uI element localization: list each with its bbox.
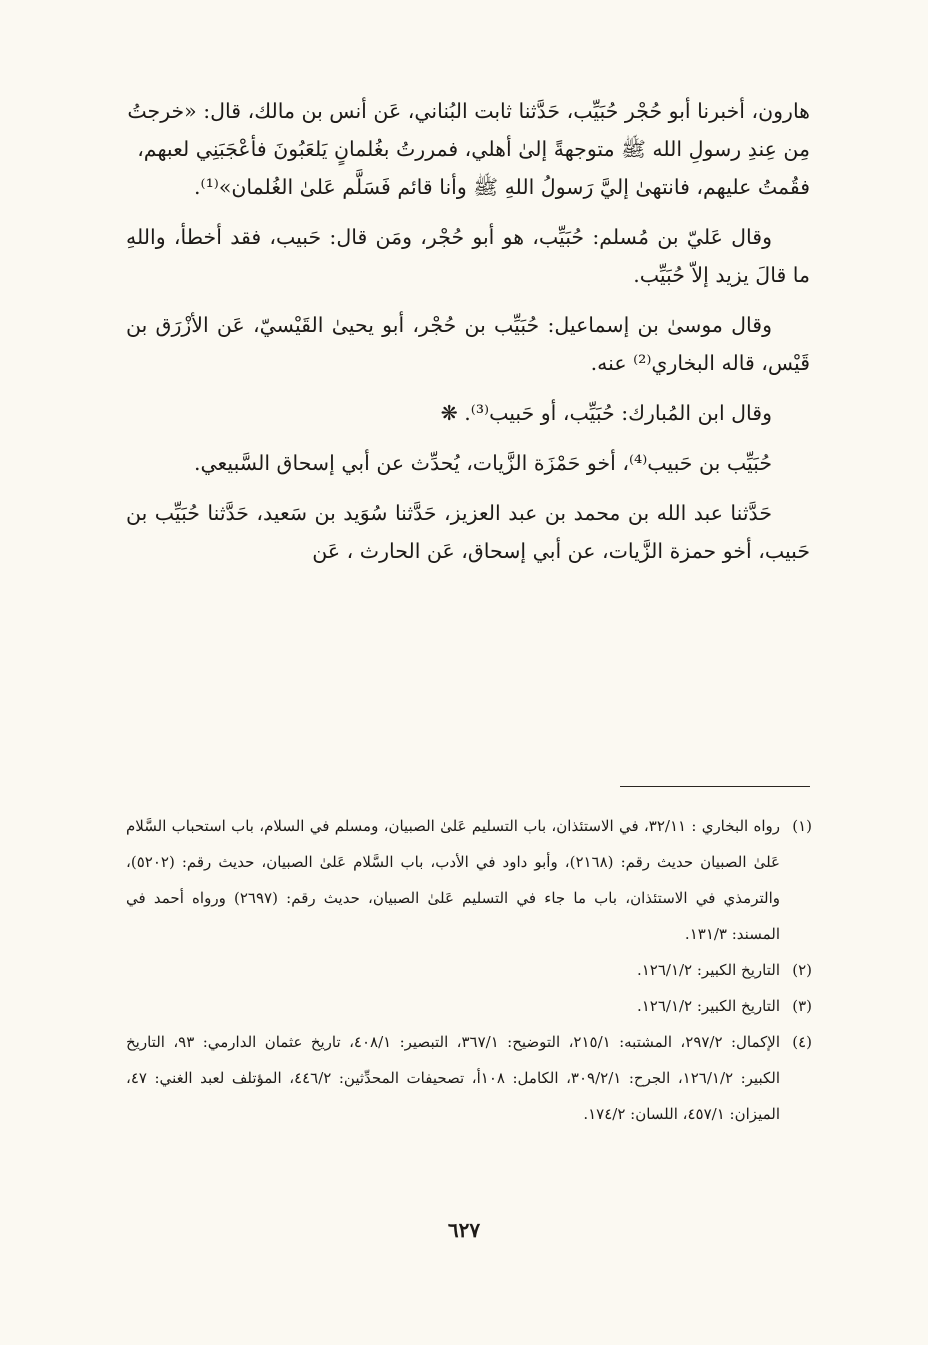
- footnote-1: [126, 808, 812, 952]
- footnote-3: [126, 988, 812, 1024]
- main-text: [126, 92, 810, 582]
- footnote-separator: [620, 786, 810, 787]
- footnote-text: الإكمال: ٢٩٧/٢، المشتبه: ٢١٥/١، التوضيح: ٣٦٧/١، التبصير: ٤٠٨/١، تاريخ عثمان الدارمي: ٩٣، التاريخ الكبير: ١٢٦/١/٢، الجرح: ٣٠٩/٢/١، الكامل: ١٠٨أ، تصحيفات المحدِّثين: ٤٤٦/٢، المؤتلف لعبد الغني: ٤٧، الميزان: ٤٥٧/١، اللسان: ١٧٤/٢.: [126, 1033, 781, 1123]
- footnote-text: التاريخ الكبير: ١٢٦/١/٢.: [636, 961, 780, 979]
- footnote-text: رواه البخاري : ٣٢/١١، في الاستئذان، باب التسليم عَلىٰ الصبيان، ومسلم في السلام، باب استحباب السَّلام عَلىٰ الصبيان حديث رقم: (٢١٦٨)، وأبو داود في الأدب، باب السَّلام عَلىٰ الصبيان، حديث رقم: (٥٢٠٢)، والترمذي في الاستئذان، باب ما جاء في التسليم عَلىٰ الصبيان، حديث رقم: (٢٦٩٧) ورواه أحمد في المسند: ١٣١/٣.: [126, 817, 781, 943]
- body-paragraph-2: وقال عَليّ بن مُسلم: حُبَيِّب، هو أبو حُجْر، ومَن قال: حَبيب، فقد أخطأ، واللهِ ما قالَ يزيد إلاّ حُبَيِّب.: [126, 225, 810, 287]
- footnote-number: (١): [792, 817, 812, 835]
- footnote-number: (٣): [792, 997, 812, 1015]
- page-number: ٦٢٧: [447, 1218, 481, 1242]
- body-paragraph-3: وقال موسىٰ بن إسماعيل: حُبَيِّب بن حُجْر، أبو يحيىٰ القَيْسيّ، عَن الأزْرَق بن قَيْس، قاله البخاري⁽²⁾ عنه.: [126, 313, 810, 375]
- body-paragraph-5: حُبَيِّب بن حَبيب⁽⁴⁾، أخو حَمْزَة الزَّيات، يُحدِّث عن أبي إسحاق السَّبيعي.: [193, 451, 772, 475]
- body-paragraph-6: حَدَّثنا عبد الله بن محمد بن عبد العزيز، حَدَّثنا سُوَيد بن سَعيد، حَدَّثنا حُبَيِّب بن حَبيب، أخو حمزة الزَّيات، عن أبي إسحاق، عَن الحارث ، عَن: [126, 501, 810, 563]
- footnotes: [126, 808, 812, 1132]
- footnote-number: (٤): [792, 1033, 812, 1051]
- body-paragraph-1: هارون، أخبرنا أبو حُجْر حُبَيِّب، حَدَّثنا ثابت البُناني، عَن أنس بن مالك، قال: «خرجتُ مِن عِندِ رسولِ الله ﷺ متوجهةً إلىٰ أهلي، فمررتُ بغُلمانٍ يَلعَبُونَ فأعْجَبَنِي لعبهم، فقُمتُ عليهم، فانتهىٰ إليَّ رَسولُ اللهِ ﷺ وأنا قائم فَسَلَّم عَلىٰ الغُلمان»⁽¹⁾.: [127, 99, 810, 199]
- footnote-4: [126, 1024, 812, 1132]
- body-paragraph-4: وقال ابن المُبارك: حُبَيِّب، أو حَبيب⁽³⁾. ❋: [440, 401, 772, 425]
- footnote-2: [126, 952, 812, 988]
- footnote-number: (٢): [792, 961, 812, 979]
- footnote-text: التاريخ الكبير: ١٢٦/١/٢.: [636, 997, 780, 1015]
